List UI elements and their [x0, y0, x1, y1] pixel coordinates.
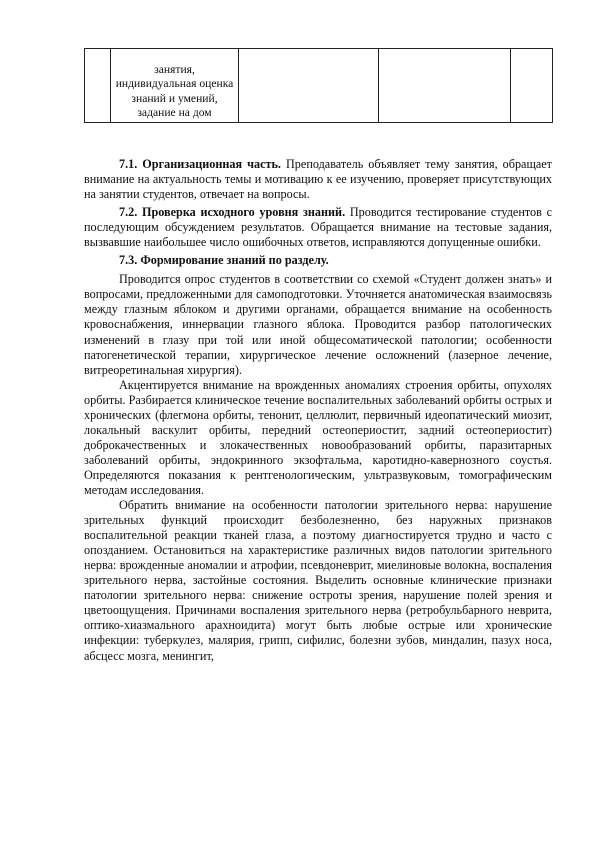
- table-cell: [511, 49, 553, 123]
- table-cell: [379, 49, 511, 123]
- paragraph: Акцентируется внимание на врожденных аномалиях строения орбиты, опухолях орбиты. Разбирается клиническое течение воспалительных заболеваний орбиты острых и хронических (флегмона орбиты, тенонит, целлюлит, первичный идеопатический миозит, локальный васкулит орбиты, передний остеопериостит, задний остеопериостит) доброкачественных и злокачественных новообразований орбиты, паразитарных заболеваний орбиты, эндокринного экзофтальма, каротидно-кавернозного соустья. Определяются показания к рентгенологическим, ультразвуковым, томографическим методам исследования.: [84, 377, 552, 497]
- paragraph: Проводится опрос студентов в соответствии со схемой «Студент должен знать» и вопросами, предложенными для самоподготовки. Уточняется анатомическая взаимосвязь между глазным яблоком и другими органами, обращается внимание на особенность кровоснабжения, иннервации глазного яблока. Проводится разбор патологических изменений в глазу при той или иной общесоматической патологии; особенности патогенетической терапии, хирургическое лечение осложнений (лазерное лечение, витреоретинальная хирургия).: [84, 272, 552, 377]
- section-7-2: [84, 205, 552, 250]
- table-cell: [85, 49, 111, 123]
- paragraph: Обратить внимание на особенности патологии зрительного нерва: нарушение зрительных функций происходит безболезненно, без наружных признаков воспалительной реакции тканей глаза, а поэтому диагностируется трудно и часто с опозданием. Остановиться на характеристике различных видов патологии зрительного нерва: врожденные аномалии и атрофии, псевдоневрит, миелиновые волокна, воспаления зрительного нерва, застойные состояния. Выделить основные клинические признаки патологии зрительного нерва: снижение остроты зрения, нарушение полей зрения и цветоощущения. Причинами воспаления зрительного нерва (ретробульбарного неврита, оптико-хиазмального арахноидита) могут быть любые острые или хронические инфекции: туберкулез, малярия, грипп, сифилис, болезни зубов, миндалин, пазух носа, абсцесс мозга, менингит,: [84, 498, 552, 663]
- table-cell: [239, 49, 379, 123]
- section-text: Преподаватель объявляет тему занятия, обращает внимание на актуальность темы и мотивацию к ее изучению, проверяет присутствующих на занятии студентов, отвечает на вопросы.: [84, 157, 552, 202]
- table-cell-text: занятия, индивидуальная оценка знаний и умений, задание на дом: [115, 63, 234, 120]
- section-heading: 7.3. Формирование знаний по разделу.: [119, 253, 329, 268]
- body-text: [84, 157, 552, 664]
- section-heading: 7.1. Организационная часть.: [119, 157, 281, 171]
- section-text: Проводится тестирование студентов с последующим обсуждением результатов. Обращается внимание на тестовые задания, вызвавшие наибольшее число ошибочных ответов, исправляются допущенные ошибки.: [84, 205, 552, 250]
- lesson-plan-table: [84, 48, 553, 123]
- table-row: [85, 49, 553, 123]
- section-heading: 7.2. Проверка исходного уровня знаний.: [119, 205, 346, 220]
- section-7-1: [84, 157, 552, 202]
- section-7-3: [84, 253, 552, 268]
- table-cell: [111, 49, 239, 123]
